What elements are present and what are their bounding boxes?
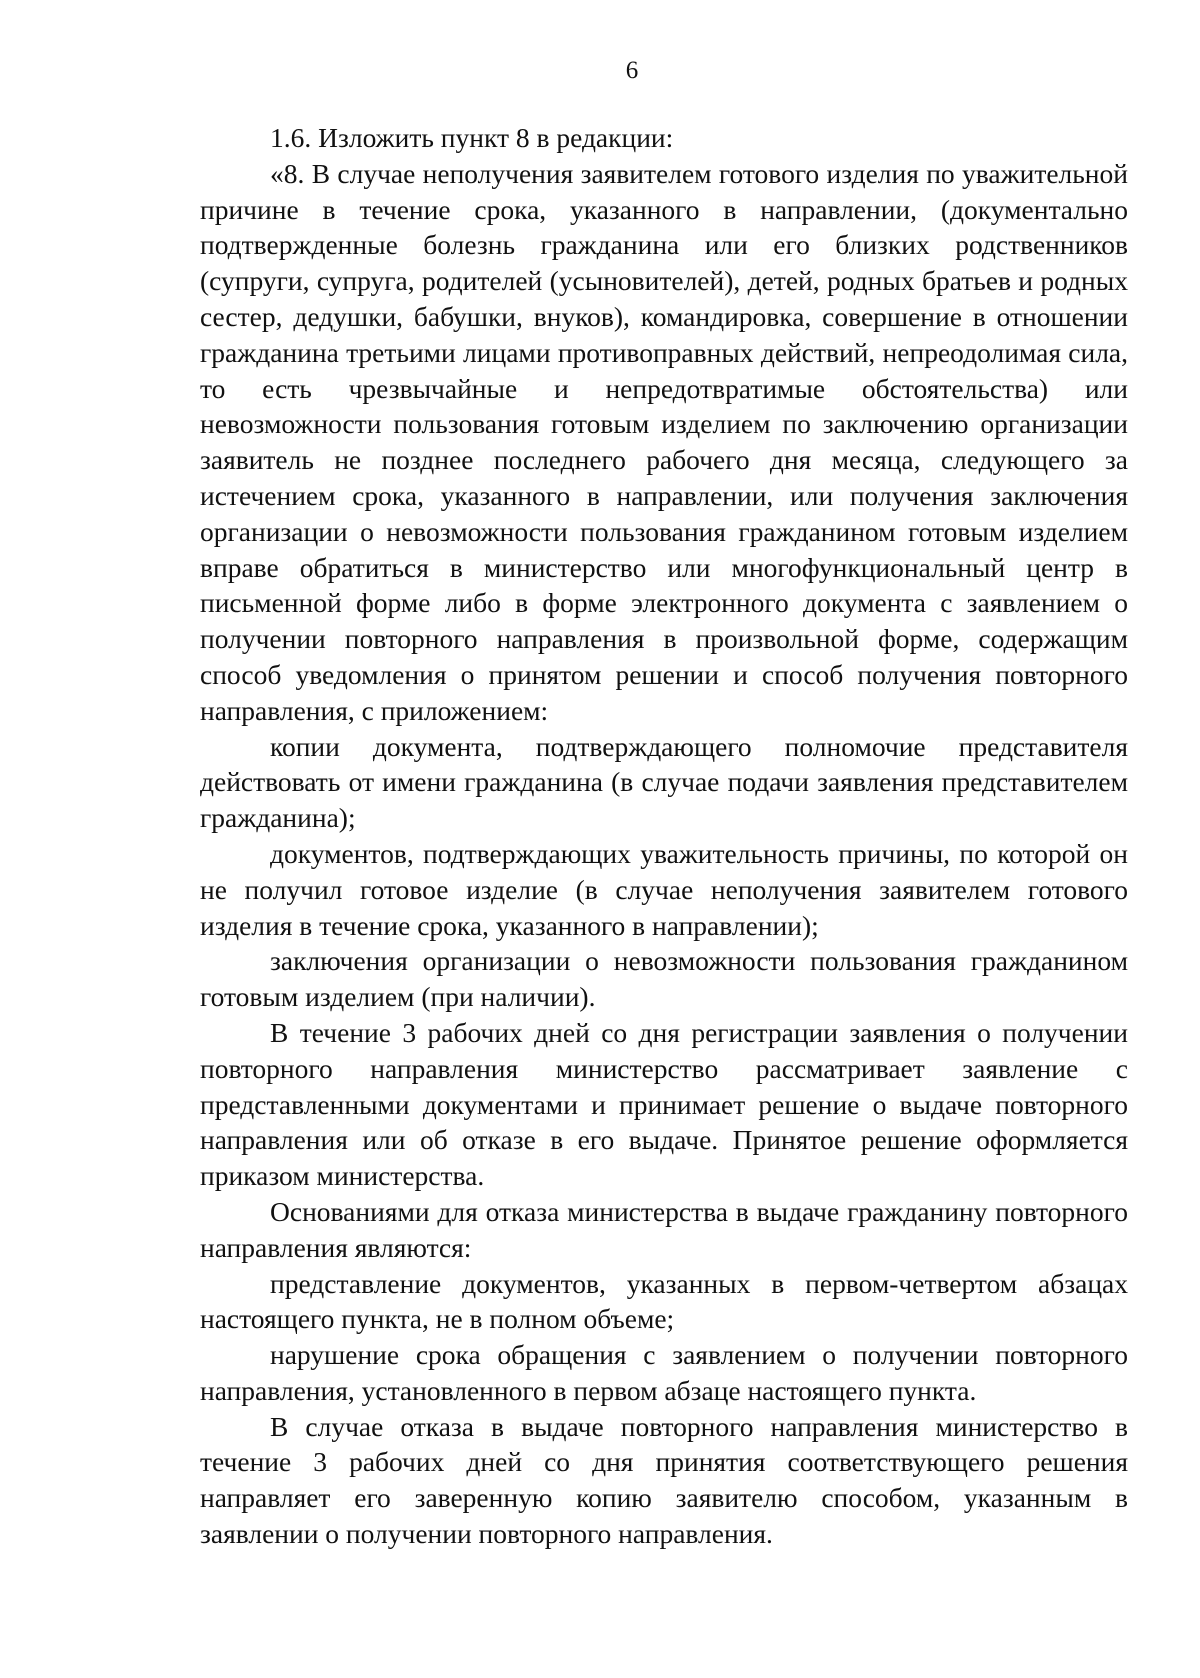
page-number: 6 [625,57,639,84]
paragraph-attachment-conclusion: заключения организации о невозможности пользования гражданином готовым изделием (при наличии). [200,945,1128,1013]
paragraph-ground-deadline-violation: нарушение срока обращения с заявлением о получении повторного направления, установленного в первом абзаце настоящего пункта. [200,1339,1128,1406]
paragraph-review-period: В течение 3 рабочих дней со дня регистрации заявления о получении повторного направления министерство рассматривает заявление с представленными документами и принимает решение о выдаче повторного направления или об отказе в его выдаче. Принятое решение оформляется приказом министерства. [200,1016,1128,1192]
paragraph-refusal-grounds: Основаниями для отказа министерства в выдаче гражданину повторного направления являются: [200,1195,1128,1263]
paragraph-refusal-notification: В случае отказа в выдаче повторного направления министерство в течение 3 рабочих дней со дня принятия соответствующего решения направляет его заверенную копию заявителю способом, указанным в заявлении о получении повторного направления. [200,1410,1128,1550]
amendment-heading: 1.6. Изложить пункт 8 в редакции: [270,122,674,153]
paragraph-attachment-valid-reason: документов, подтверждающих уважительность причины, по которой он не получил готовое изделие (в случае неполучения заявителем готового изделия в течение срока, указанного в направлении); [200,837,1128,941]
document-body [200,120,1128,1552]
paragraph-clause-8: «8. В случае неполучения заявителем готового изделия по уважительной причине в течение срока, указанного в направлении, (документально подтвержденные болезнь гражданина или его близких родственников (супруги, супруга, родителей (усыновителей), детей, родных братьев и родных сестер, дедушки, бабушки, внуков), командировка, совершение в отношении гражданина третьими лицами противоправных действий, непреодолимая сила, то есть чрезвычайные и непредотвратимые обстоятельства) или невозможности пользования готовым изделием по заключению организации заявитель не позднее последнего рабочего дня месяца, следующего за истечением срока, указанного в направлении, или получения заключения организации о невозможности пользования гражданином готовым изделием вправе обратиться в министерство или многофункциональный центр в письменной форме либо в форме электронного документа с заявлением о получении повторного направления в произвольной форме, содержащим способ уведомления о принятом решении и способ получения повторного направления, с приложением: [200,157,1128,726]
paragraph-attachment-power-of-attorney: копии документа, подтверждающего полномочие представителя действовать от имени гражданина (в случае подачи заявления представителем гражданина); [200,730,1128,834]
paragraph-ground-incomplete-documents: представление документов, указанных в первом-четвертом абзацах настоящего пункта, не в полном объеме; [200,1267,1128,1335]
